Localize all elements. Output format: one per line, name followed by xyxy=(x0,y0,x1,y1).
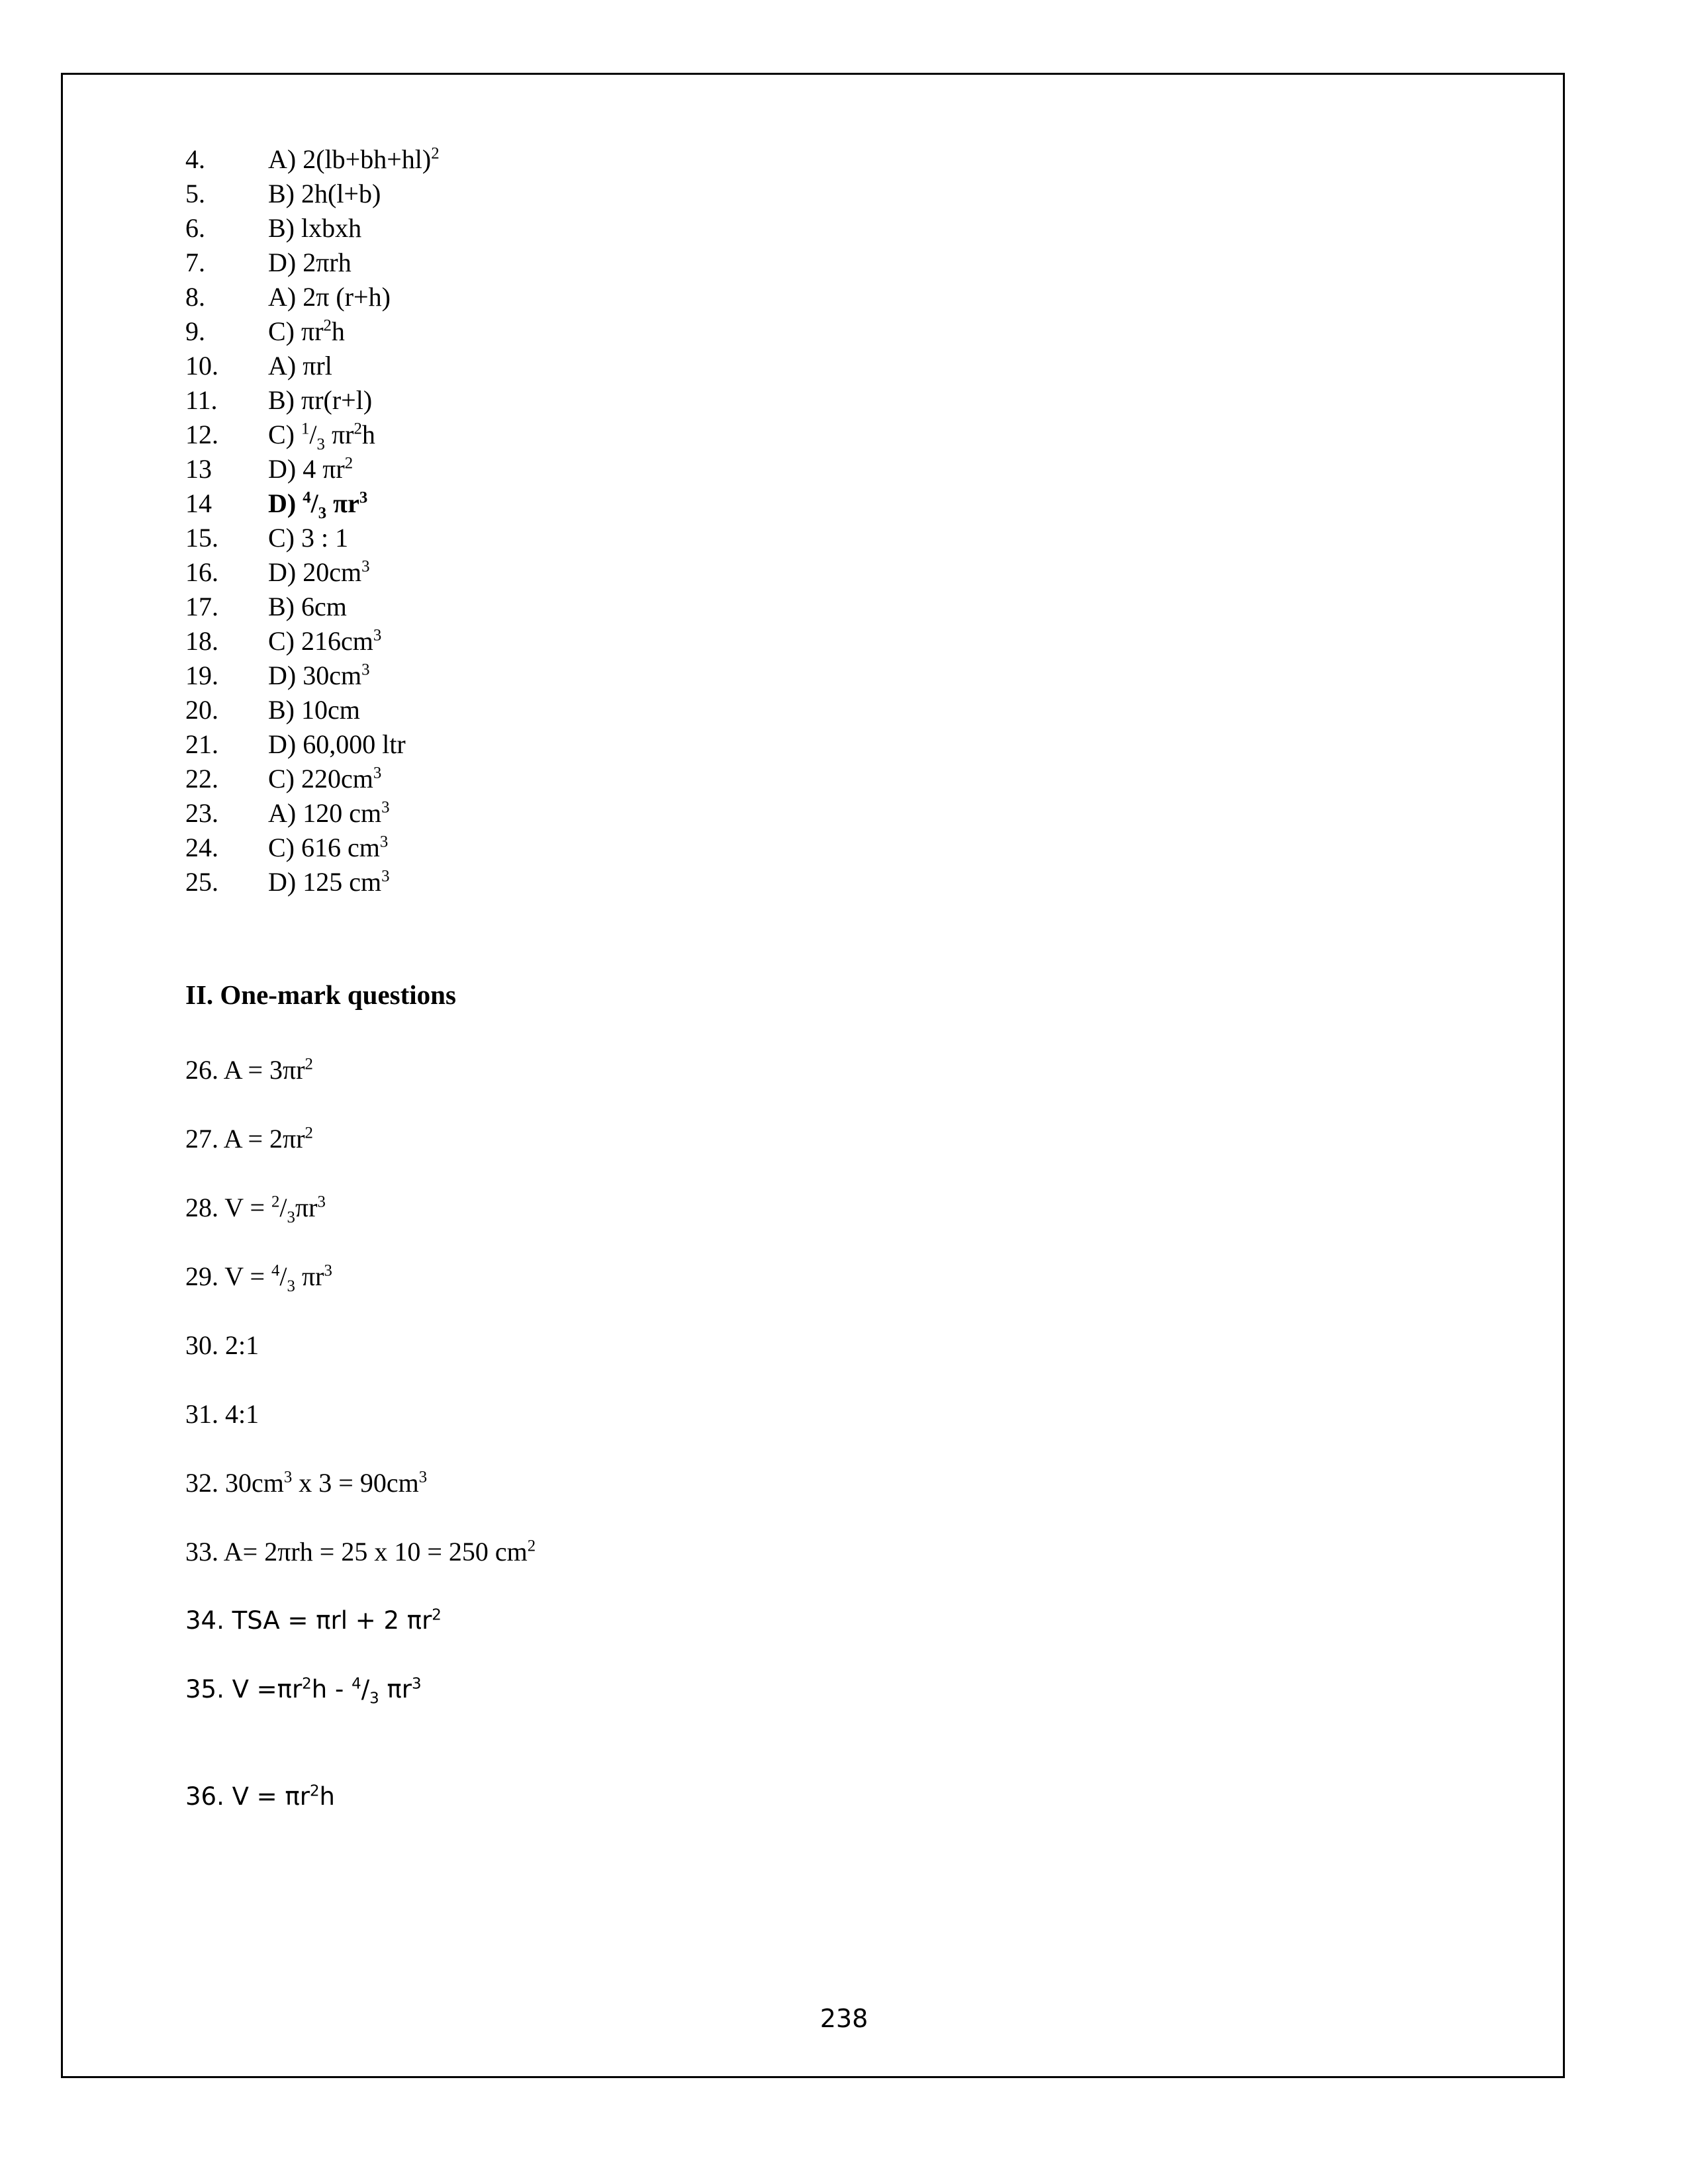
one-mark-answer-item: 33. A= 2πrh = 25 x 10 = 250 $cm^2$ xyxy=(185,1537,536,1567)
page-content xyxy=(185,142,1443,1814)
mcq-answer-text: B) lxbxh xyxy=(268,213,362,243)
mcq-answer-row xyxy=(185,314,1443,349)
mcq-answer-text: D) $20cm^3$ xyxy=(268,557,370,587)
mcq-answer-row xyxy=(185,865,1443,899)
one-mark-answer-list xyxy=(185,1053,1443,1814)
mcq-answer-row xyxy=(185,555,1443,590)
mcq-answer-text: D) 4 $\pi r^2$ xyxy=(268,454,353,484)
one-mark-answer-item: 28. $V = ^2/_3\pi r^3$ xyxy=(185,1193,326,1226)
mcq-answer-row xyxy=(185,727,1443,762)
mcq-answer-row xyxy=(185,486,1443,521)
mcq-answer-row xyxy=(185,418,1443,452)
mcq-question-number: 21. xyxy=(185,729,218,759)
mcq-answer-text: C) $220cm^3$ xyxy=(268,764,382,794)
mcq-answer-list xyxy=(185,142,1443,899)
mcq-answer-text: D) 125 $cm^3$ xyxy=(268,867,390,897)
mcq-answer-row xyxy=(185,142,1443,177)
mcq-answer-text: C) 3 : 1 xyxy=(268,523,349,553)
one-mark-answer-item: 35. $V =\pi r^2h - ^4/_3$ $\pi r^3$ xyxy=(185,1675,422,1707)
mcq-answer-row xyxy=(185,831,1443,865)
mcq-question-number: 24. xyxy=(185,833,218,862)
mcq-question-number: 5. xyxy=(185,179,205,208)
mcq-answer-row xyxy=(185,521,1443,555)
one-mark-answer-item: 30. 2:1 xyxy=(185,1330,259,1360)
mcq-answer-text: B) 6cm xyxy=(268,592,347,621)
mcq-answer-row xyxy=(185,659,1443,693)
mcq-answer-text: D) $30cm^3$ xyxy=(268,660,370,690)
mcq-question-number: 20. xyxy=(185,695,218,725)
mcq-question-number: 23. xyxy=(185,798,218,828)
mcq-answer-text: B) πr(r+l) xyxy=(268,385,373,415)
mcq-question-number: 10. xyxy=(185,351,218,381)
one-mark-answer-item: 27. $A = 2\pi r^2$ xyxy=(185,1124,313,1154)
mcq-question-number: 8. xyxy=(185,282,205,312)
mcq-question-number: 9. xyxy=(185,316,205,346)
mcq-question-number: 15. xyxy=(185,523,218,553)
one-mark-answer-item: 29. $V = ^4/_3$ $\pi r^3$ xyxy=(185,1261,332,1295)
mcq-question-number: 17. xyxy=(185,592,218,621)
mcq-answer-row xyxy=(185,280,1443,314)
mcq-answer-text: A) $2(lb+bh+hl)^2$ xyxy=(268,144,440,174)
mcq-answer-row xyxy=(185,796,1443,831)
mcq-answer-text: D) 2πrh xyxy=(268,248,352,277)
mcq-answer-row xyxy=(185,762,1443,796)
mcq-answer-row xyxy=(185,383,1443,418)
one-mark-answer-item: 34. TSA = πrl + 2 $\pi r^2$ xyxy=(185,1606,442,1635)
mcq-answer-text: B) 10cm xyxy=(268,695,360,725)
mcq-answer-text: C) 616 $cm^3$ xyxy=(268,833,389,862)
mcq-answer-text: D) $^4/_3$ $\pi r^3$ xyxy=(268,488,368,522)
one-mark-answer-item: 31. 4:1 xyxy=(185,1399,259,1429)
mcq-question-number: 19. xyxy=(185,660,218,690)
mcq-answer-row xyxy=(185,452,1443,486)
mcq-answer-row xyxy=(185,624,1443,659)
one-mark-answer-item: 32. $30cm^3$ x $3 = 90cm^3$ xyxy=(185,1468,428,1498)
mcq-question-number: 12. xyxy=(185,420,218,449)
mcq-answer-text: C) $216cm^3$ xyxy=(268,626,382,656)
mcq-answer-row xyxy=(185,349,1443,383)
mcq-question-number: 14 xyxy=(185,488,212,518)
page-number: 238 xyxy=(820,2004,868,2033)
mcq-answer-text: A) πrl xyxy=(268,351,332,381)
mcq-answer-row xyxy=(185,246,1443,280)
mcq-answer-row xyxy=(185,211,1443,246)
mcq-question-number: 13 xyxy=(185,454,212,484)
mcq-question-number: 18. xyxy=(185,626,218,656)
section-heading: II. One-mark questions xyxy=(185,979,456,1010)
mcq-answer-text: D) 60,000 ltr xyxy=(268,729,406,759)
mcq-question-number: 7. xyxy=(185,248,205,277)
one-mark-answer-item: 36. $V = \pi r^2h$ xyxy=(185,1782,335,1811)
mcq-answer-row xyxy=(185,177,1443,211)
mcq-question-number: 11. xyxy=(185,385,218,415)
mcq-answer-text: B) 2h(l+b) xyxy=(268,179,381,208)
mcq-question-number: 16. xyxy=(185,557,218,587)
one-mark-answer-item: 26. $A = 3\pi r^2$ xyxy=(185,1055,313,1085)
mcq-answer-text: C) $\pi r^2h$ xyxy=(268,316,345,346)
mcq-answer-text: A) 2π (r+h) xyxy=(268,282,391,312)
mcq-question-number: 6. xyxy=(185,213,205,243)
mcq-question-number: 25. xyxy=(185,867,218,897)
mcq-question-number: 4. xyxy=(185,144,205,174)
mcq-answer-row xyxy=(185,590,1443,624)
mcq-question-number: 22. xyxy=(185,764,218,794)
mcq-answer-row xyxy=(185,693,1443,727)
mcq-answer-text: A) 120 $cm^3$ xyxy=(268,798,390,828)
mcq-answer-text: C) $^1/_3$ $\pi r^2h$ xyxy=(268,420,375,453)
